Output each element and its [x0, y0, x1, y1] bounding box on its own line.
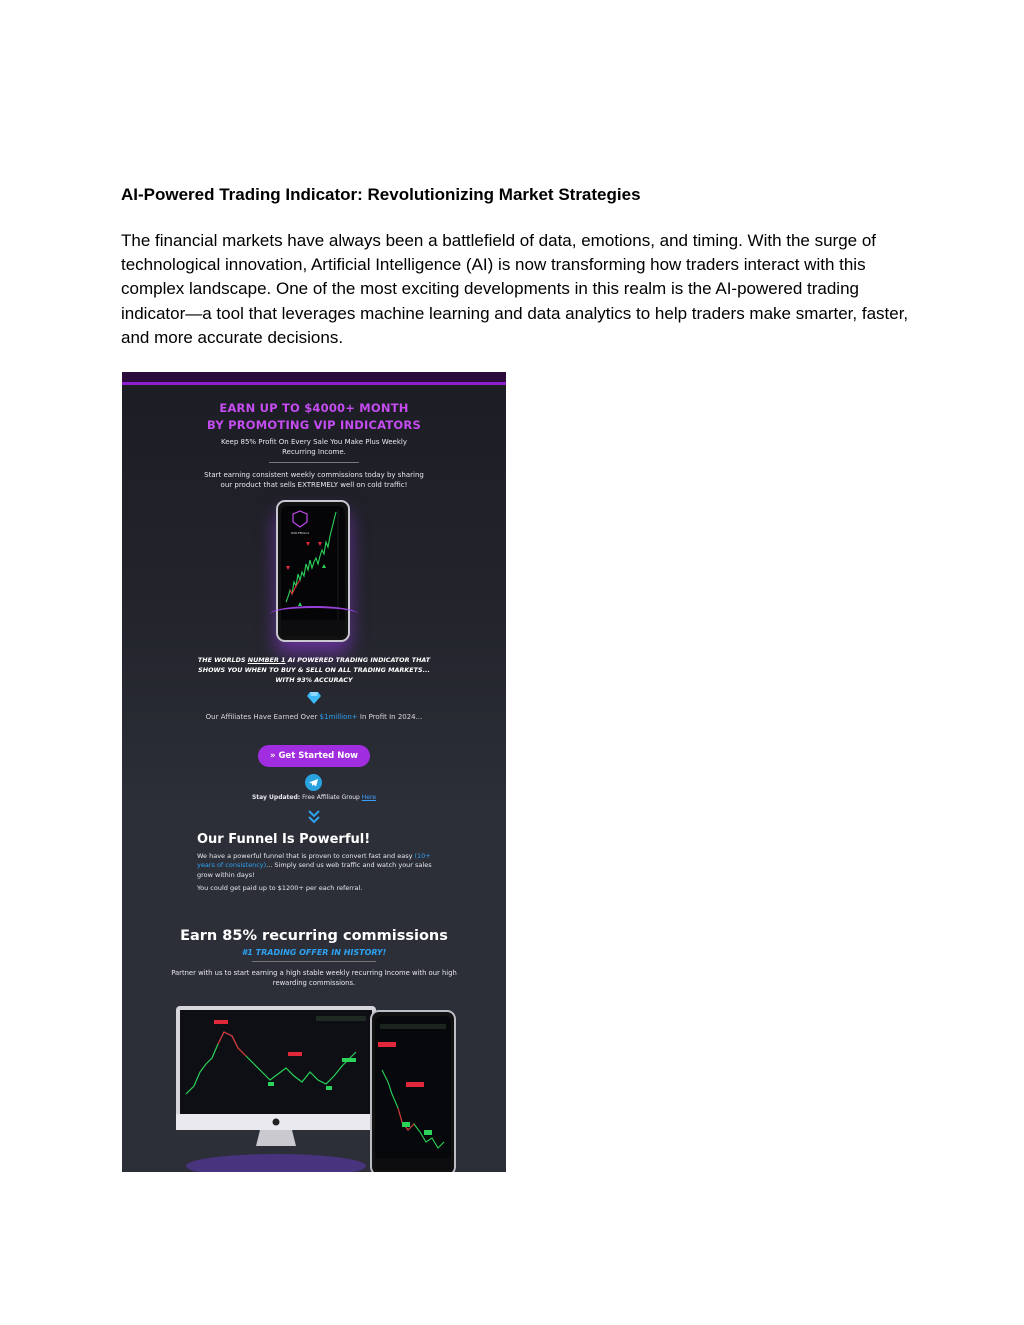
promo-divider [269, 462, 359, 463]
promo-worlds-text: THE WORLDS NUMBER 1 AI POWERED TRADING INDICATOR THAT SHOWS YOU WHEN TO BUY & SELL ON ALL TRADING MARKETS... WITH 93% ACCURACY [197, 656, 431, 684]
promo-start-line: Start earning consistent weekly commissions today by sharing our product that sells EXTREMELY well on cold traffic! [204, 471, 424, 489]
double-chevron-down-icon [308, 810, 320, 824]
offer-divider [252, 961, 376, 962]
monitor-mockup [176, 1006, 376, 1172]
diamond-icon [307, 692, 321, 704]
promo-headline-1: EARN UP TO $4000+ MONTH [219, 401, 409, 415]
promo-headline-2: BY PROMOTING VIP INDICATORS [207, 418, 421, 432]
earn85-title: Earn 85% recurring commissions [180, 928, 448, 944]
article-intro: The financial markets have always been a battlefield of data, emotions, and timing. With the surge of technological innovation, Artificial Intelligence (AI) is now transforming how traders interact with this complex landscape. One of the most exciting developments in this realm is the AI-powered trading indicator—a tool that leverages machine learning and data analytics to help traders make smarter, faster, and more accurate decisions. [121, 231, 909, 347]
phone-glow [270, 606, 358, 622]
phone2-chart-svg [372, 1012, 454, 1172]
funnel-text: We have a powerful funnel that is proven to convert fast and easy (10+ years of consistency)... Simply send us web traffic and watch your sales grow within days! [197, 852, 432, 879]
article-title: AI-Powered Trading Indicator: Revolutionizing Market Strategies [121, 185, 641, 204]
promo-image [122, 372, 506, 1172]
promo-profit-line: Keep 85% Profit On Every Sale You Make Plus Weekly Recurring Income. [221, 438, 407, 456]
funnel-paid-line: You could get paid up to $1200+ per each referral. [197, 884, 363, 892]
phone-mockup-2 [370, 1010, 456, 1172]
get-started-button[interactable]: » Get Started Now [258, 745, 370, 767]
phone-logo-text: WOLFBULLS [290, 531, 310, 535]
apple-logo-icon [273, 1119, 280, 1126]
promo-top-bar [122, 372, 506, 385]
funnel-title: Our Funnel Is Powerful! [197, 832, 371, 847]
offer-line: #1 TRADING OFFER IN HISTORY! [241, 948, 387, 957]
monitor-chart-svg [176, 1006, 376, 1172]
double-chevron-right-icon: » [269, 751, 276, 761]
promo-affiliates-line: Our Affiliates Have Earned Over $1million+ In Profit In 2024... [205, 713, 423, 721]
telegram-icon[interactable] [305, 774, 322, 791]
partner-line: Partner with us to start earning a high stable weekly recurring Income with our high rewarding commissions. [171, 969, 457, 987]
promo-stay-updated: Stay Updated: Free Affiliate Group Here [251, 794, 377, 801]
affiliate-group-link[interactable]: Here [361, 794, 377, 801]
